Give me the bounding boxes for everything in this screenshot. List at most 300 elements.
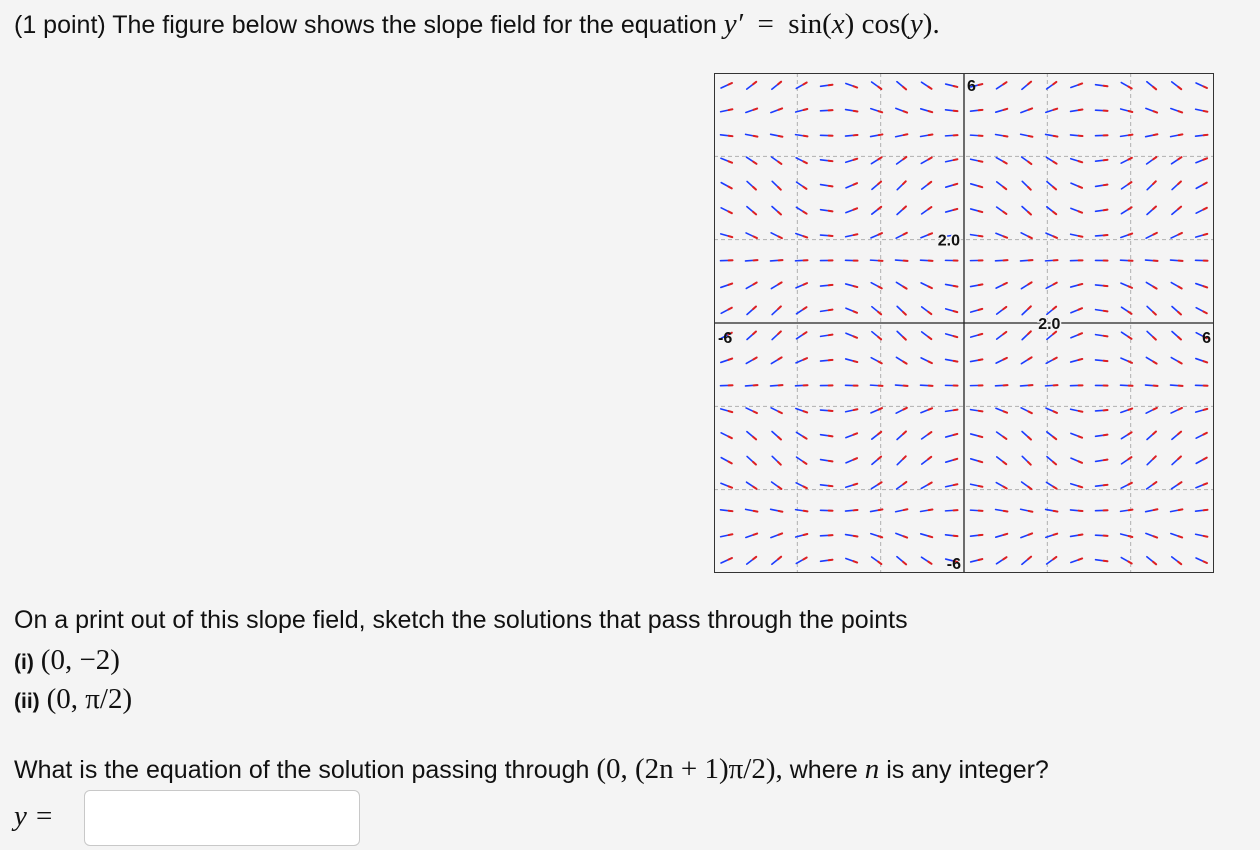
equation-rhs-1: sin( [788, 8, 832, 40]
slope-arrowhead [1153, 337, 1156, 340]
slope-arrowhead [1104, 435, 1108, 436]
slope-arrowhead [1004, 511, 1008, 512]
slope-arrowhead [1153, 181, 1156, 184]
slope-arrowhead [1104, 460, 1108, 461]
slope-arrowhead [778, 212, 781, 215]
slope-arrowhead [878, 286, 881, 288]
slope-arrowhead [1053, 358, 1056, 360]
question-var: n [864, 753, 880, 785]
slope-arrowhead [1028, 187, 1031, 190]
slope-arrowhead [803, 558, 806, 560]
slope-arrowhead [1028, 411, 1031, 413]
slope-arrowhead [979, 359, 983, 360]
slope-arrowhead [1153, 456, 1156, 459]
slope-arrowhead [1178, 362, 1181, 364]
slope-arrowhead [803, 283, 807, 285]
axes [714, 73, 1214, 573]
slope-arrowhead [928, 408, 932, 409]
slope-arrowhead [1154, 134, 1158, 135]
slope-arrowhead [753, 358, 756, 360]
slope-arrowhead [1053, 187, 1056, 190]
slope-arrowhead [854, 536, 858, 537]
slope-arrowhead [854, 286, 858, 287]
slope-arrowhead [1178, 432, 1181, 435]
slope-arrowhead [1128, 483, 1131, 485]
slope-arrowhead [779, 136, 783, 137]
slope-arrowhead [1128, 409, 1132, 410]
slope-arrowhead [1053, 212, 1056, 214]
tick-label-y-mid: 2.0 [937, 232, 960, 250]
slope-arrowhead [928, 483, 931, 485]
slope-arrowhead [979, 186, 983, 187]
slope-arrowhead [1054, 511, 1058, 512]
slope-arrowhead [979, 559, 983, 560]
slope-arrowhead [1079, 359, 1083, 360]
slope-arrowhead [1053, 411, 1057, 413]
slope-arrowhead [1203, 86, 1207, 88]
question-pre: What is the equation of the solution passing through [14, 756, 590, 784]
slope-arrowhead [1053, 462, 1056, 465]
equation-rhs-3: ). [922, 8, 940, 40]
slope-arrowhead [754, 136, 758, 137]
point-value-2: (0, π/2) [46, 683, 133, 715]
slope-arrowhead [803, 486, 806, 488]
slope-arrowhead [928, 207, 931, 209]
slope-arrowhead [1003, 411, 1007, 412]
slope-arrowhead [1128, 158, 1131, 160]
slope-arrowhead [1178, 562, 1181, 564]
slope-arrowhead [928, 337, 931, 339]
slope-arrowhead [778, 357, 781, 359]
point-label-2: (ii) [14, 690, 40, 713]
slope-arrowhead [729, 411, 733, 412]
slope-arrowhead [878, 482, 881, 484]
slope-arrowhead [1003, 462, 1006, 464]
slope-arrowhead [753, 212, 756, 215]
slope-arrowhead [829, 85, 833, 86]
slope-arrowhead [1079, 161, 1083, 162]
slope-arrowhead [954, 159, 958, 160]
slope-arrowhead [1028, 357, 1031, 359]
slope-arrowhead [1003, 332, 1006, 334]
slope-arrowhead [779, 511, 783, 512]
slope-arrowhead [903, 87, 906, 89]
slope-arrowhead [803, 437, 806, 439]
slope-arrowhead [1028, 437, 1031, 440]
tick-label-y-top: 6 [967, 78, 976, 95]
slope-arrowhead [728, 161, 732, 162]
slope-arrowhead [1204, 536, 1208, 537]
slope-field-figure [714, 73, 1214, 573]
slope-arrowhead [1128, 182, 1131, 184]
slope-arrowhead [803, 462, 806, 464]
slope-arrowhead [1003, 187, 1006, 189]
slope-arrowhead [903, 536, 907, 537]
slope-arrowhead [803, 236, 807, 237]
slope-arrowhead [878, 233, 882, 235]
slope-arrowhead [778, 82, 781, 84]
slope-arrowhead [1153, 233, 1156, 235]
slope-arrowhead [853, 561, 857, 562]
slope-arrowhead [928, 312, 931, 314]
equation-y: y [909, 8, 923, 40]
slope-arrowhead [1028, 306, 1031, 309]
slope-arrowhead [1178, 233, 1182, 235]
equation-rhs-2: ) cos( [844, 8, 910, 40]
slope-arrowhead [753, 557, 756, 559]
answer-input[interactable] [84, 790, 360, 846]
answer-label: y = [14, 800, 54, 832]
slope-arrowhead [1104, 336, 1108, 337]
slope-arrowhead [878, 337, 881, 339]
slope-arrowhead [1203, 311, 1206, 313]
question-text [14, 753, 1049, 786]
slope-arrowhead [1053, 307, 1056, 309]
slope-arrowhead [954, 286, 958, 287]
slope-arrowhead [903, 181, 906, 184]
slope-arrowhead [778, 487, 781, 489]
problem-intro: The figure below shows the slope field for the equation [112, 11, 717, 39]
slope-arrowhead [1178, 312, 1181, 315]
slope-arrowhead [904, 134, 908, 135]
slope-arrowhead [1053, 437, 1056, 439]
slope-arrowhead [1128, 337, 1131, 339]
slope-arrowhead [1028, 282, 1031, 284]
slope-arrowhead [854, 361, 858, 362]
slope-arrowhead [1078, 333, 1082, 334]
slope-arrowhead [753, 109, 757, 110]
tick-label-x-left: -6 [718, 330, 733, 347]
slope-arrowhead [1178, 536, 1182, 537]
slope-arrowhead [1128, 87, 1131, 89]
slope-arrowhead [1028, 212, 1031, 215]
slope-arrowhead [803, 212, 806, 214]
slope-arrowhead [1203, 208, 1206, 210]
slope-arrowhead [1003, 487, 1006, 489]
slope-arrowhead [1003, 557, 1006, 559]
slope-arrowhead [1053, 557, 1056, 559]
slope-arrowhead [829, 310, 833, 311]
slope-arrowhead [1178, 87, 1181, 89]
slope-arrowhead [728, 211, 731, 213]
slope-arrowhead [1004, 109, 1008, 110]
slope-arrowhead [1104, 86, 1108, 87]
slope-arrowhead [1079, 486, 1083, 487]
slope-arrowhead [1053, 236, 1057, 238]
slope-arrowhead [928, 233, 932, 234]
slope-arrowhead [979, 486, 983, 487]
slope-arrowhead [878, 361, 881, 363]
slope-arrowhead [1153, 408, 1156, 410]
slope-arrowhead [979, 436, 983, 437]
slope-arrowhead [1153, 362, 1156, 364]
slope-arrowhead [728, 284, 732, 285]
slope-arrowhead [1028, 557, 1031, 559]
slope-arrowhead [903, 337, 906, 340]
slope-arrowhead [1153, 207, 1156, 210]
slope-arrowhead [778, 462, 781, 465]
slope-arrowhead [1078, 461, 1082, 463]
points-label: (1 point) [14, 11, 106, 39]
slope-arrowhead [928, 158, 931, 160]
slope-arrowhead [778, 557, 781, 559]
slope-arrowhead [1029, 511, 1033, 512]
slope-arrowhead [903, 111, 907, 112]
slope-arrowhead [928, 87, 931, 89]
slope-arrowhead [1028, 108, 1032, 109]
slope-arrowhead [1128, 432, 1131, 434]
slope-arrowhead [854, 111, 858, 112]
slope-arrowhead [728, 558, 732, 560]
slope-arrowhead [903, 431, 906, 434]
slope-arrowhead [778, 306, 781, 309]
slope-arrowhead [853, 336, 857, 337]
equation-eq: = [757, 8, 774, 40]
slope-arrowhead [1153, 562, 1156, 564]
slope-arrowhead [753, 283, 756, 285]
slope-arrowhead [1178, 456, 1181, 459]
slope-arrowhead [853, 183, 857, 185]
slope-arrowhead [803, 307, 806, 309]
slope-arrowhead [903, 362, 906, 364]
slope-arrowhead [1003, 307, 1006, 309]
slope-arrowhead [1153, 111, 1157, 112]
slope-arrowhead [1203, 158, 1207, 159]
slope-arrowhead [753, 307, 756, 310]
slope-arrowhead [729, 109, 733, 110]
slope-arrowhead [753, 332, 756, 335]
slope-arrowhead [954, 410, 958, 411]
slope-arrowhead [979, 236, 983, 237]
slope-arrowhead [754, 511, 758, 512]
slope-arrowhead [878, 536, 882, 537]
slope-arrowhead [853, 86, 857, 87]
problem-header [14, 8, 940, 41]
slope-arrowhead [1204, 234, 1208, 235]
slope-arrowhead [753, 487, 756, 489]
slope-arrowhead [829, 186, 833, 187]
slope-arrowhead [854, 484, 858, 485]
slope-arrowhead [854, 409, 858, 410]
slope-arrowhead [1078, 436, 1082, 437]
slope-arrowhead [1054, 136, 1058, 137]
slope-arrowhead [954, 209, 958, 210]
slope-arrowhead [928, 182, 931, 184]
slope-arrowhead [1053, 162, 1056, 164]
slope-arrowhead [1004, 534, 1008, 535]
slope-arrowhead [803, 411, 807, 412]
slope-arrowhead [1154, 509, 1158, 510]
slope-arrowhead [904, 509, 908, 510]
slope-arrowhead [1203, 433, 1206, 435]
slope-arrowhead [778, 533, 782, 534]
slope-arrowhead [1003, 236, 1007, 237]
slope-arrowhead [778, 331, 781, 334]
instruction-text: On a print out of this slope field, sketch the solutions that pass through the points [14, 606, 908, 634]
slope-arrowhead [1129, 536, 1133, 537]
slope-arrowhead [979, 284, 983, 285]
slope-arrowhead [853, 458, 857, 460]
slope-arrowhead [753, 162, 756, 164]
question-point: (0, (2n + 1)π/2), [596, 753, 783, 785]
slope-arrowhead [1203, 483, 1207, 484]
slope-arrowhead [1153, 536, 1157, 537]
slope-arrowhead [1028, 487, 1031, 489]
slope-arrowhead [778, 162, 781, 164]
slope-arrowhead [1203, 458, 1206, 460]
slope-arrowhead [1179, 134, 1183, 135]
slope-arrowhead [1028, 236, 1031, 238]
slope-arrowhead [954, 86, 958, 87]
slope-arrowhead [979, 461, 983, 462]
slope-arrowhead [1203, 361, 1207, 362]
slope-arrowhead [1178, 408, 1182, 410]
slope-arrowhead [1104, 561, 1108, 562]
slope-arrowhead [1204, 111, 1208, 112]
slope-arrowhead [954, 336, 958, 337]
slope-arrowhead [1104, 210, 1108, 211]
slope-arrowhead [1104, 311, 1108, 312]
slope-arrowhead [728, 308, 731, 310]
slope-arrowhead [1203, 286, 1207, 287]
slope-arrowhead [878, 182, 881, 185]
slope-arrowhead [954, 434, 958, 435]
slope-arrowhead [879, 134, 883, 135]
slope-arrowhead [1204, 409, 1208, 410]
slope-arrowhead [1153, 87, 1156, 89]
slope-arrowhead [778, 437, 781, 440]
slope-arrowhead [1128, 361, 1132, 363]
slope-arrowhead [878, 408, 882, 410]
slope-arrowhead [929, 111, 933, 112]
slope-arrowhead [1028, 533, 1032, 534]
slope-arrowhead [1104, 185, 1108, 186]
slope-arrowhead [804, 511, 808, 512]
slope-arrowhead [1079, 411, 1083, 412]
slope-arrowhead [1053, 82, 1056, 84]
slope-arrowhead [1079, 236, 1083, 237]
slope-arrowhead [753, 534, 757, 535]
slope-arrowhead [1153, 287, 1156, 289]
slope-arrowhead [979, 84, 983, 85]
slope-arrowhead [1203, 561, 1207, 563]
slope-arrowhead [1153, 157, 1156, 159]
slope-arrowhead [803, 332, 806, 334]
slope-arrowhead [829, 461, 833, 462]
slope-arrowhead [1029, 136, 1033, 137]
slope-arrowhead [728, 462, 731, 464]
slope-arrowhead [1028, 462, 1031, 465]
slope-arrowhead [1078, 558, 1082, 559]
slope-arrowhead [853, 311, 857, 312]
question-mid: where [789, 756, 858, 784]
tick-label-x-right: 6 [1202, 330, 1211, 347]
slope-arrowhead [854, 234, 858, 235]
slope-arrowhead [928, 562, 931, 564]
slope-arrowhead [803, 187, 806, 189]
slope-arrowhead [878, 562, 881, 564]
slope-arrowhead [979, 411, 983, 412]
slope-arrowhead [829, 335, 833, 336]
slope-arrowhead [1053, 534, 1057, 535]
slope-arrowhead [1129, 510, 1133, 511]
slope-arrowhead [854, 159, 858, 160]
slope-arrowhead [1078, 308, 1082, 309]
slope-arrowhead [954, 484, 958, 485]
slope-arrowhead [979, 309, 983, 310]
slope-arrowhead [929, 135, 933, 136]
slope-arrowhead [1004, 136, 1008, 137]
slope-arrowhead [1203, 183, 1206, 185]
slope-arrowhead [1178, 482, 1181, 484]
equation-x: x [831, 8, 845, 40]
slope-arrowhead [979, 334, 983, 335]
slope-arrowhead [778, 236, 781, 238]
equation-lhs: y′ [723, 8, 743, 40]
slope-arrowhead [954, 459, 958, 460]
slope-field-plot [714, 73, 1214, 573]
tick-label-y-bottom: -6 [946, 556, 961, 573]
slope-arrowhead [1078, 211, 1082, 212]
tick-label-x-mid: 2.0 [1038, 316, 1061, 333]
slope-arrowhead [1178, 337, 1181, 340]
slope-arrowhead [1003, 162, 1006, 164]
slope-arrowhead [879, 509, 883, 510]
slope-arrowhead [778, 187, 781, 190]
slope-arrowhead [753, 462, 756, 465]
slope-arrowhead [1178, 207, 1181, 210]
question-post: is any integer? [886, 756, 1049, 784]
slope-arrowhead [903, 157, 906, 159]
point-item-2 [14, 683, 132, 716]
slope-arrowhead [853, 208, 857, 209]
slope-arrowhead [903, 562, 906, 564]
slope-arrowhead [1003, 437, 1006, 439]
slope-arrowhead [979, 211, 983, 212]
slope-arrowhead [1053, 487, 1056, 489]
slope-arrowhead [728, 83, 732, 85]
slope-arrowhead [903, 408, 906, 410]
slope-arrowhead [903, 312, 906, 315]
slope-arrowhead [903, 456, 906, 459]
slope-arrowhead [729, 534, 733, 535]
slope-arrowhead [1003, 283, 1007, 285]
slope-arrowhead [903, 233, 906, 235]
slope-arrowhead [1128, 562, 1131, 564]
slope-arrowhead [803, 358, 807, 360]
slope-arrowhead [929, 536, 933, 537]
slope-arrowhead [778, 108, 782, 109]
slope-arrowhead [903, 206, 906, 209]
slope-arrowhead [1028, 82, 1031, 84]
slope-arrowhead [1079, 284, 1083, 285]
slope-arrowhead [728, 187, 731, 189]
slope-arrowhead [979, 161, 983, 162]
slope-arrowhead [1178, 157, 1181, 159]
slope-arrowhead [1178, 287, 1181, 289]
slope-arrowhead [1128, 286, 1132, 288]
slope-arrowhead [954, 311, 958, 312]
slope-arrowhead [778, 411, 781, 413]
slope-arrowhead [804, 136, 808, 137]
slope-arrowhead [803, 83, 806, 85]
slope-arrowhead [928, 286, 932, 288]
slope-arrowhead [1178, 111, 1182, 112]
slope-arrowhead [853, 433, 857, 434]
slope-arrowhead [1153, 482, 1156, 484]
slope-arrowhead [928, 361, 932, 363]
slope-arrowhead [1053, 109, 1057, 110]
